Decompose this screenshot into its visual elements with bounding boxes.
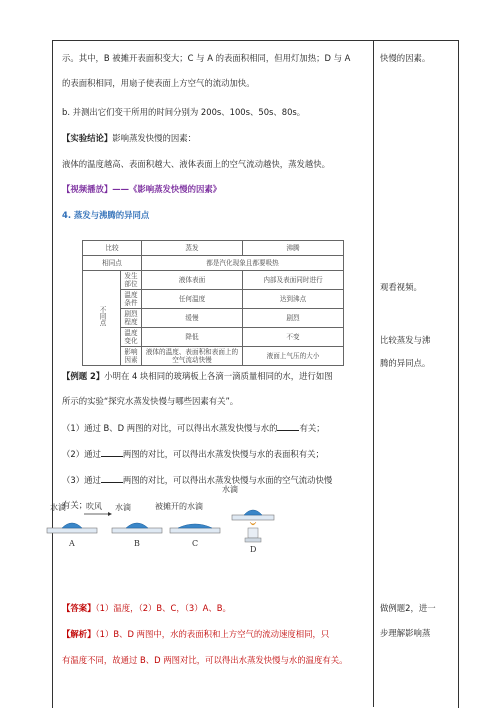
table-header: 蒸发	[142, 241, 243, 256]
figure-label-water-b: 水滴	[115, 503, 131, 512]
text-line: 液体的温度越高、表面积越大、液体表面上的空气流动越快，蒸发越快。	[62, 159, 330, 169]
side-note: 做例题2，进一	[380, 603, 436, 613]
table-header: 比较	[83, 241, 142, 256]
water-drop-c-spread	[178, 524, 212, 528]
analysis-line-2: 有温度不同，故通过 B、D 两图对比，可以得出水蒸发快慢与水的温度有关。	[62, 655, 348, 665]
example-tag: 【例题 2】	[62, 371, 105, 381]
conclusion-text: 影响蒸发快慢的因素：	[112, 133, 196, 143]
table-cell: 内部及表面同时进行	[243, 271, 344, 290]
table-cell: 温度变化	[121, 328, 142, 347]
panel-label-d: D	[250, 545, 257, 554]
panel-label-b: B	[134, 539, 140, 548]
answer-blank	[101, 448, 123, 457]
answer-line	[62, 602, 367, 615]
question-3: （3）通过 两图的对比，可以得出水蒸发快慢与水面的空气流动快慢	[62, 475, 333, 485]
panel-label-c: C	[192, 539, 199, 548]
table-cell: 影响因素	[121, 347, 142, 366]
figure-label-wind: 吹风	[86, 502, 102, 511]
panel-label-a: A	[69, 539, 75, 548]
water-drop-a	[62, 523, 82, 528]
water-drop-b	[126, 523, 148, 528]
glass-plate-b	[112, 528, 162, 533]
text-line: 示。其中，B 被摊开表面积变大；C 与 A 的表面积相同，但用灯加热；D 与 A	[62, 53, 351, 63]
answer-text: （1）温度，（2）B、C，（3）A、B。	[95, 603, 231, 613]
side-note: 比较蒸发与沸	[380, 335, 431, 345]
answer-blank	[277, 422, 299, 431]
table-cell: 温度条件	[121, 290, 142, 309]
comparison-table	[82, 240, 344, 366]
example-line	[62, 370, 367, 383]
text-line: 所示的实验“探究水蒸发快慢与哪些因素有关”。	[62, 396, 239, 406]
side-note: 观看视频。	[380, 282, 422, 292]
video-line	[62, 183, 367, 196]
video-tag: 【视频播放】	[62, 184, 113, 194]
table-cell: 不变	[243, 328, 344, 347]
text-line: 的表面积相同，用扇子使表面上方空气的流动加快。	[62, 78, 255, 88]
figure-label-water-d: 水滴	[222, 485, 238, 494]
table-cell: 相同点	[83, 256, 142, 271]
table-cell: 都是汽化现象且都要吸热	[142, 256, 344, 271]
table-cell: 降低	[142, 328, 243, 347]
section-heading: 4. 蒸发与沸腾的异同点	[62, 210, 150, 220]
question-1: （1）通过 B、D 两图的对比，可以得出水蒸发快慢与水的 有关；	[62, 423, 325, 433]
table-cell: 达到沸点	[243, 290, 344, 309]
table-cell-diff-label: 不同点	[83, 271, 121, 366]
table-cell: 任何温度	[142, 290, 243, 309]
question-2: （2）通过 两图的对比，可以得出水蒸发快慢与水的表面积有关；	[62, 449, 324, 459]
water-drop-d	[244, 510, 262, 515]
table-cell: 剧烈程度	[121, 309, 142, 328]
analysis-tag: 【解析】	[62, 629, 96, 639]
table-cell: 液体的温度、表面积和表面上的空气流动快慢	[142, 347, 243, 366]
table-cell: 剧烈	[243, 309, 344, 328]
side-note: 步理解影响蒸	[380, 628, 431, 638]
analysis-text: （1）B、D 两图中，水的表面积和上方空气的流动速度相同，只	[95, 629, 330, 639]
table-cell: 缓慢	[142, 309, 243, 328]
example-text: 小明在 4 块相同的玻璃板上各滴一滴质量相同的水，进行如图	[104, 371, 333, 381]
glass-plate-a	[47, 528, 97, 533]
answer-tag: 【答案】	[62, 603, 96, 613]
table-cell: 液面上气压的大小	[243, 347, 344, 366]
experiment-figure	[42, 470, 292, 580]
table-header: 沸腾	[243, 241, 344, 256]
video-link[interactable]: ——《影响蒸发快慢的因素》	[112, 184, 222, 194]
text-line: 有关；	[62, 500, 88, 510]
analysis-line	[62, 628, 367, 641]
wind-arrow-head	[108, 512, 112, 516]
figure-label-water-a: 水滴	[50, 503, 66, 512]
text-line: b. 并测出它们变干所用的时间分别为 200s、100s、50s、80s。	[62, 107, 306, 117]
table-cell: 发生部位	[121, 271, 142, 290]
column-divider	[373, 40, 374, 707]
side-note: 腾的异同点。	[380, 358, 431, 368]
conclusion-line	[62, 132, 367, 145]
glass-plate-d	[232, 515, 274, 520]
lamp-heater	[245, 522, 261, 542]
table-cell: 液体表面	[142, 271, 243, 290]
glass-plate-c	[170, 528, 220, 533]
side-note: 快慢的因素。	[380, 53, 431, 63]
conclusion-tag: 【实验结论】	[62, 133, 113, 143]
figure-label-spread: 被摊开的水滴	[155, 502, 203, 511]
